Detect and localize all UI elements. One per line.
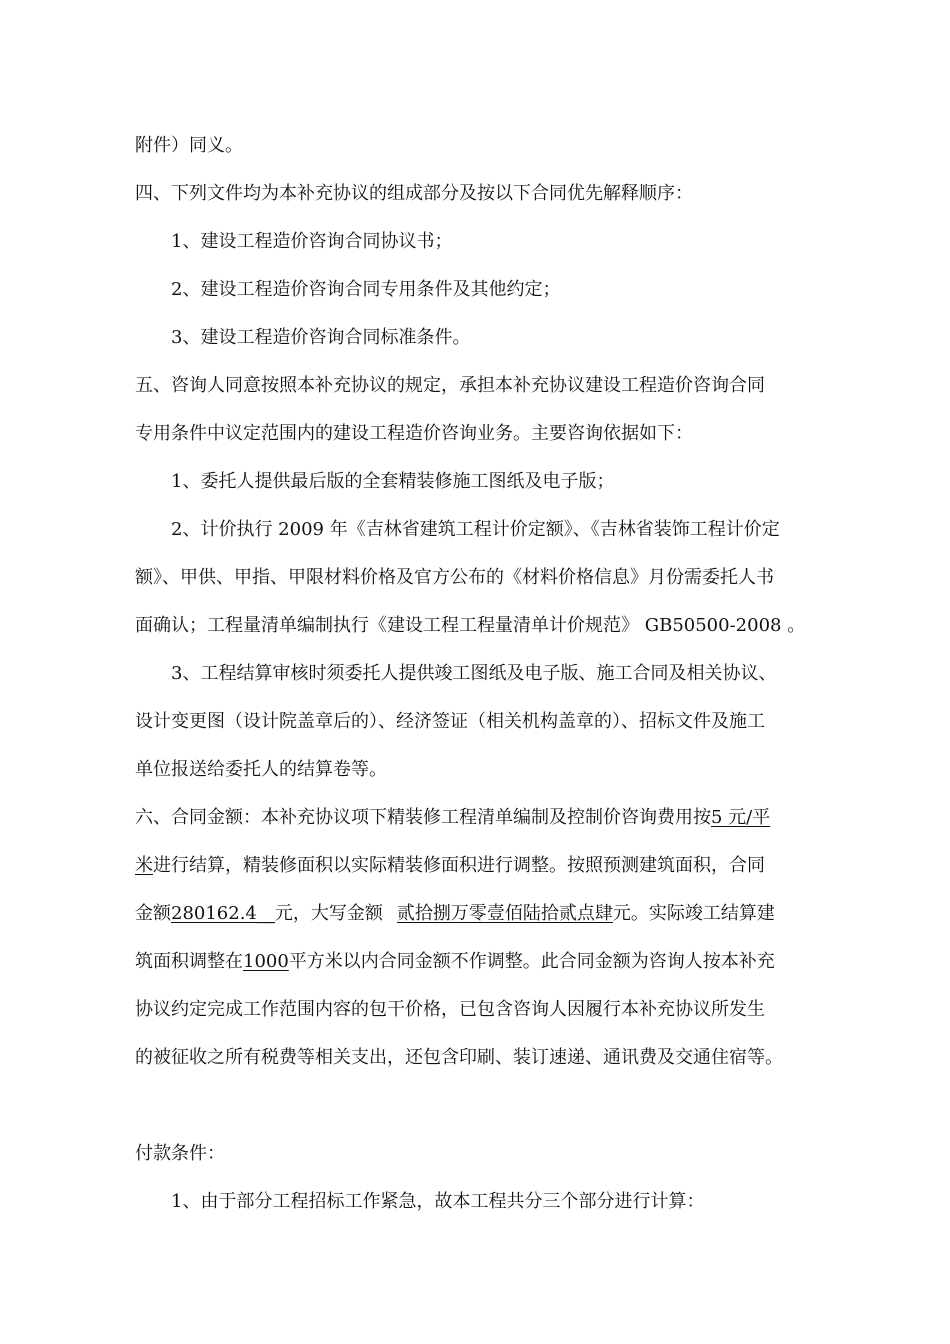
- list-item: 1、建设工程造价咨询合同协议书；: [171, 231, 453, 252]
- text-segment: 筑面积调整在: [135, 951, 243, 972]
- text-segment: 金额: [135, 903, 171, 924]
- list-item: 1、委托人提供最后版的全套精装修施工图纸及电子版；: [171, 471, 615, 492]
- text-segment: 进行结算，精装修面积以实际精装修面积进行调整。按照预测建筑面积，合同: [153, 855, 765, 876]
- text-segment: 平方米以内合同金额不作调整。此合同金额为咨询人按本补充: [288, 951, 775, 972]
- text-line: [135, 950, 775, 974]
- area-threshold: 1000: [243, 951, 289, 972]
- text-segment: 六、合同金额：本补充协议项下精装修工程清单编制及控制价咨询费用按: [135, 807, 711, 828]
- text-segment: 元，大写金额: [274, 903, 383, 924]
- payment-terms-heading: 付款条件：: [135, 1143, 225, 1164]
- text-line: 的被征收之所有税费等相关支出，还包含印刷、装订速递、通讯费及交通住宿等。: [135, 1047, 783, 1068]
- list-item: 2、计价执行 2009 年《吉林省建筑工程计价定额》、《吉林省装饰工程计价定: [171, 519, 780, 540]
- text-line: [135, 854, 765, 878]
- contract-amount-words: 贰拾捌万零壹佰陆拾贰点肆: [396, 903, 613, 924]
- fee-rate-unit: 米: [135, 855, 153, 876]
- list-item: 3、建设工程造价咨询合同标准条件。: [171, 327, 471, 348]
- text-line: 协议约定完成工作范围内容的包干价格，已包含咨询人因履行本补充协议所发生: [135, 999, 765, 1020]
- text-segment: 元。实际竣工结算建: [612, 903, 775, 924]
- section-five-heading: 五、咨询人同意按照本补充协议的规定，承担本补充协议建设工程造价咨询合同: [135, 375, 765, 396]
- list-item: 3、工程结算审核时须委托人提供竣工图纸及电子版、施工合同及相关协议、: [171, 663, 777, 684]
- section-six-heading: [135, 806, 770, 830]
- text-line: [135, 902, 775, 926]
- text-line: 附件）同义。: [135, 135, 243, 156]
- list-item: 1、由于部分工程招标工作紧急，故本工程共分三个部分进行计算：: [171, 1191, 705, 1212]
- list-item: 2、建设工程造价咨询合同专用条件及其他约定；: [171, 279, 561, 300]
- contract-amount: 280162.4__: [171, 903, 275, 924]
- text-line: 额》、甲供、甲指、甲限材料价格及官方公布的《材料价格信息》月份需委托人书: [135, 567, 774, 588]
- fee-rate: 5 元/平: [711, 807, 771, 828]
- text-line: 面确认；工程量清单编制执行《建设工程工程量清单计价规范》 GB50500-2008 。: [135, 615, 806, 636]
- text-line: 设计变更图（设计院盖章后的）、经济签证（相关机构盖章的）、招标文件及施工: [135, 711, 765, 732]
- section-four-heading: 四、下列文件均为本补充协议的组成部分及按以下合同优先解释顺序：: [135, 183, 693, 204]
- text-line: 单位报送给委托人的结算卷等。: [135, 759, 387, 780]
- text-line: 专用条件中议定范围内的建设工程造价咨询业务。主要咨询依据如下：: [135, 423, 693, 444]
